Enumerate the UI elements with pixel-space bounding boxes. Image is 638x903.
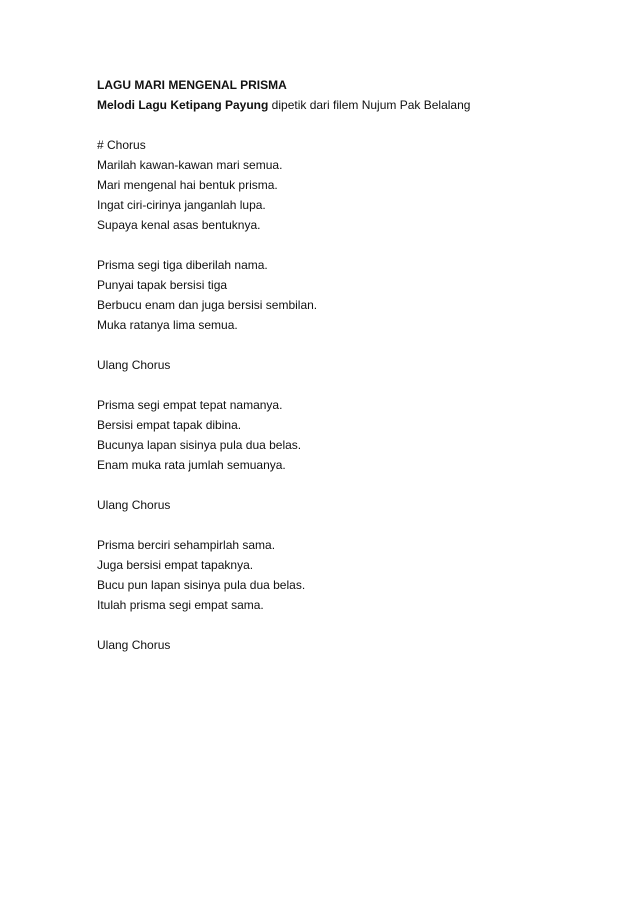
verse1-line: Prisma segi tiga diberilah nama. <box>97 258 268 272</box>
repeat-chorus: Ulang Chorus <box>97 358 171 372</box>
melody-source: dipetik dari filem Nujum Pak Belalang <box>268 98 471 112</box>
verse3-line: Juga bersisi empat tapaknya. <box>97 558 254 572</box>
verse1-line: Punyai tapak bersisi tiga <box>97 278 228 292</box>
chorus-line: Supaya kenal asas bentuknya. <box>97 218 261 232</box>
spacer <box>97 475 577 495</box>
document-body <box>97 75 577 655</box>
song-title: LAGU MARI MENGENAL PRISMA <box>97 78 287 92</box>
chorus-line: Ingat ciri-cirinya janganlah lupa. <box>97 198 266 212</box>
verse1-line: Muka ratanya lima semua. <box>97 318 238 332</box>
song-subtitle <box>97 95 577 115</box>
repeat-chorus: Ulang Chorus <box>97 498 171 512</box>
spacer <box>97 515 577 535</box>
verse3-line: Itulah prisma segi empat sama. <box>97 598 264 612</box>
spacer <box>97 335 577 355</box>
verse2-line: Bucunya lapan sisinya pula dua belas. <box>97 438 302 452</box>
spacer <box>97 375 577 395</box>
repeat-chorus: Ulang Chorus <box>97 638 171 652</box>
verse3-line: Bucu pun lapan sisinya pula dua belas. <box>97 578 306 592</box>
spacer <box>97 115 577 135</box>
verse2-line: Enam muka rata jumlah semuanya. <box>97 458 286 472</box>
chorus-line: Marilah kawan-kawan mari semua. <box>97 158 283 172</box>
verse3-line: Prisma berciri sehampirlah sama. <box>97 538 276 552</box>
verse2-line: Bersisi empat tapak dibina. <box>97 418 242 432</box>
spacer <box>97 615 577 635</box>
spacer <box>97 235 577 255</box>
chorus-line: Mari mengenal hai bentuk prisma. <box>97 178 278 192</box>
melody-name: Melodi Lagu Ketipang Payung <box>97 98 269 112</box>
verse2-line: Prisma segi empat tepat namanya. <box>97 398 283 412</box>
verse1-line: Berbucu enam dan juga bersisi sembilan. <box>97 298 318 312</box>
chorus-heading: # Chorus <box>97 138 146 152</box>
